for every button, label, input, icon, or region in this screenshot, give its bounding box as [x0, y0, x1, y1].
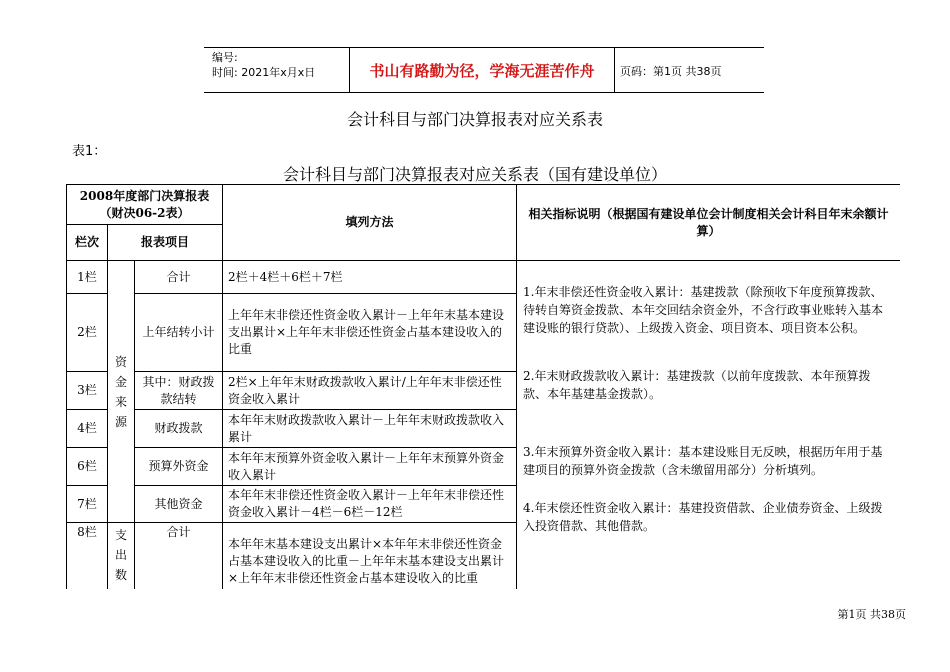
- lan-cell: 4栏: [67, 410, 108, 448]
- method-header-cell: 填列方法: [223, 185, 517, 261]
- method-cell: 本年年末基本建设支出累计×本年年末非偿还性资金占基本建设收入的比重－上年年末基本建设支出累计×上年年末非偿还性资金占基本建设收入的比重: [223, 523, 517, 590]
- method-cell: 本年年末预算外资金收入累计－上年年末预算外资金收入累计: [223, 448, 517, 486]
- group-expense-cell: [108, 523, 135, 590]
- item-cell: 其他资金: [135, 486, 223, 523]
- explanation-item: 4.年末偿还性资金收入累计：基建投资借款、企业债券资金、上级拨入投资借款、其他借款。: [523, 501, 883, 533]
- page-footer: 第1页 共38页: [837, 608, 906, 621]
- explanation-cell: [517, 261, 901, 590]
- number-label: 编号:: [212, 51, 238, 64]
- method-cell: 本年年末财政拨款收入累计－上年年末财政拨款收入累计: [223, 410, 517, 448]
- mapping-table: [66, 184, 900, 589]
- report-header-cell: 2008年度部门决算报表（财决06-2表）: [67, 185, 223, 225]
- explain-header-cell: 相关指标说明（根据国有建设单位会计制度相关会计科目年末余额计算）: [517, 185, 901, 261]
- item-cell: 财政拨款: [135, 410, 223, 448]
- explanation-item: 3.年末预算外资金收入累计：基本建设账目无反映，根据历年用于基建项目的预算外资金拨款（含未缴留用部分）分析填列。: [523, 445, 883, 477]
- page-title: 会计科目与部门决算报表对应关系表: [346, 110, 603, 129]
- lan-cell: 1栏: [67, 261, 108, 294]
- method-cell: 本年年末非偿还性资金收入累计－上年年末非偿还性资金收入累计－4栏－6栏－12栏: [223, 486, 517, 523]
- group-source-cell: [108, 261, 135, 523]
- motto-text: 书山有路勤为径，学海无涯苦作舟: [349, 48, 615, 92]
- item-cell: 上年结转小计: [135, 294, 223, 372]
- method-cell: 2栏＋4栏＋6栏＋7栏: [223, 261, 517, 294]
- time-label: 时间: 2021年x月x日: [212, 66, 316, 79]
- item-header-cell: 报表项目: [108, 225, 223, 261]
- lan-cell: 8栏: [67, 523, 108, 590]
- explanation-item: 2.年末财政拨款收入累计：基建拨款（以前年度拨款、本年预算拨款、本年基建基金拨款）。: [523, 369, 871, 401]
- item-cell: 合计: [135, 261, 223, 294]
- header-meta: [212, 50, 315, 80]
- item-cell: 其中：财政拨款结转: [135, 372, 223, 410]
- lan-header-cell: 栏次: [67, 225, 108, 261]
- item-cell: 合计: [135, 523, 223, 590]
- lan-cell: 2栏: [67, 294, 108, 372]
- item-cell: 预算外资金: [135, 448, 223, 486]
- lan-cell: 3栏: [67, 372, 108, 410]
- table-title: 会计科目与部门决算报表对应关系表（国有建设单位）: [282, 165, 667, 184]
- group-source-label: 资 金 来 源: [114, 354, 127, 429]
- table-row: [67, 261, 901, 294]
- explanation-item: 1.年末非偿还性资金收入累计：基建拨款（除预收下年度预算拨款、待转自筹资金拨款、本年交回结余资金外，不含行政事业账转入基本建设账的银行贷款）、上级拨入资金、项目资本、项目资本公积。: [523, 285, 884, 335]
- group-expense-label: 支 出 数: [114, 528, 127, 582]
- document-header: [204, 47, 764, 93]
- table-container: [66, 184, 900, 589]
- lan-cell: 7栏: [67, 486, 108, 523]
- method-cell: 上年年末非偿还性资金收入累计－上年年末基本建设支出累计×上年年末非偿还性资金占基本建设收入的比重: [223, 294, 517, 372]
- method-cell: 2栏×上年年末财政拨款收入累计/上年年末非偿还性资金收入累计: [223, 372, 517, 410]
- table-label: 表1：: [72, 144, 107, 159]
- lan-cell: 6栏: [67, 448, 108, 486]
- header-page-info: 页码：第1页 共38页: [620, 65, 722, 78]
